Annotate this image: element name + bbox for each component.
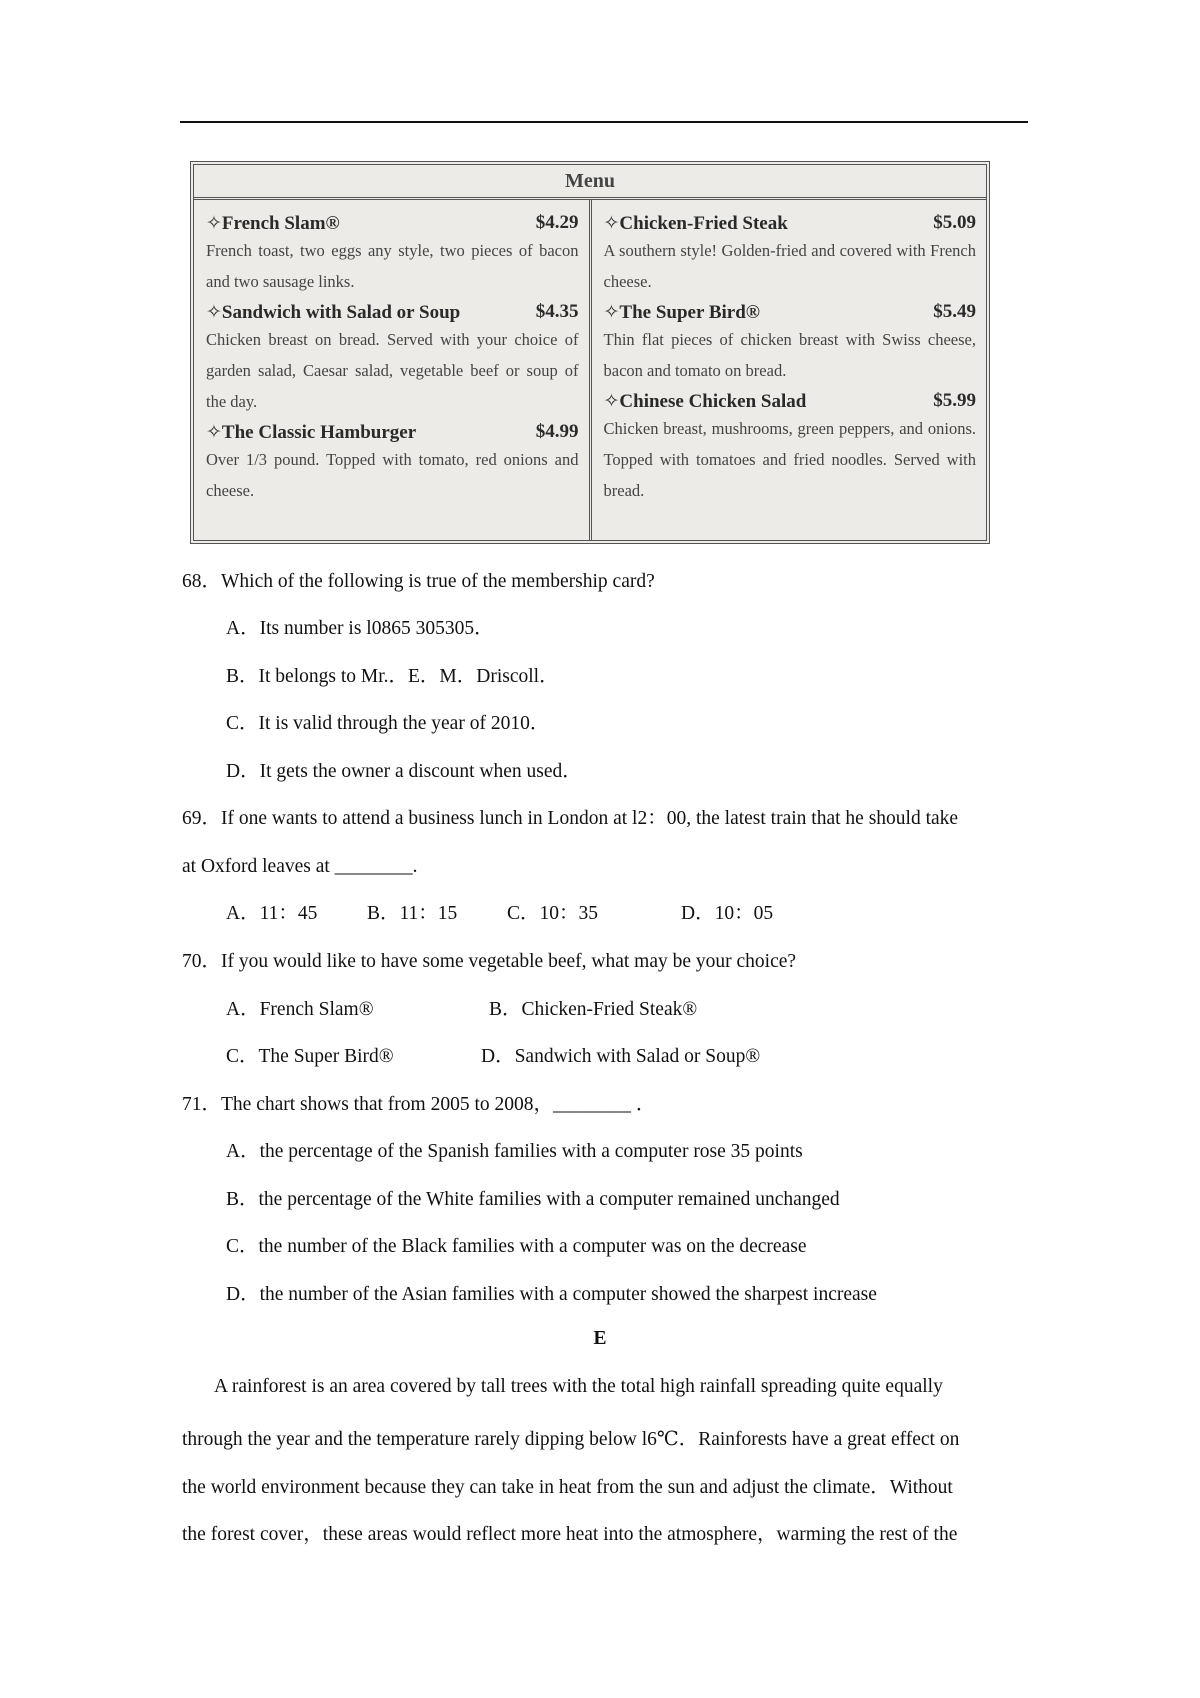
- menu-item-header: [604, 301, 977, 324]
- menu-item-price: $5.09: [933, 212, 976, 233]
- menu-item-description: Chicken breast, mushrooms, green peppers, and onions. Topped with tomatoes and fried noodles. Served with bread.: [603, 419, 976, 500]
- section-e-paragraph-line: through the year and the temperature rarely dipping below l6℃．Rainforests have a great effect on: [182, 1429, 960, 1450]
- section-e-heading: E: [593, 1328, 607, 1349]
- menu-item-name: ✧ Chinese Chicken Salad: [604, 390, 807, 413]
- menu-item-price: $5.99: [933, 390, 976, 411]
- section-e-paragraph-line: the world environment because they can take in heat from the sun and adjust the climate．Without: [182, 1477, 953, 1498]
- question-71-option-d: D．the number of the Asian families with a computer showed the sharpest increase: [226, 1284, 877, 1305]
- menu-item-header: [206, 212, 579, 235]
- menu-item-price: $4.29: [535, 212, 579, 233]
- section-e-paragraph-line: the forest cover，these areas would reflect more heat into the atmosphere，warming the rest of the: [182, 1524, 958, 1545]
- menu-item-name: ✧ French Slam®: [206, 212, 340, 235]
- question-69-option-d: D．10：05: [681, 903, 774, 924]
- menu-image: [190, 161, 990, 544]
- question-71-option-a: A．the percentage of the Spanish families with a computer rose 35 points: [226, 1141, 803, 1162]
- question-69-stem-continued: at Oxford leaves at ________.: [182, 856, 418, 877]
- menu-item-price: $4.99: [535, 421, 579, 442]
- question-68-option-c: C．It is valid through the year of 2010．: [226, 713, 550, 734]
- question-71-option-c: C．the number of the Black families with a computer was on the decrease: [226, 1236, 807, 1257]
- question-69-option-c: C．10：35: [507, 903, 599, 924]
- question-68-option-b: B．It belongs to Mr.．E．M．Driscoll．: [226, 666, 559, 687]
- menu-item-header: [604, 212, 977, 235]
- question-71-option-b: B．the percentage of the White families with a computer remained unchanged: [226, 1189, 840, 1210]
- question-69-option-a: A．11：45: [226, 903, 318, 924]
- question-70-stem: 70．If you would like to have some vegetable beef, what may be your choice?: [182, 951, 797, 972]
- menu-item-description: Chicken breast on bread. Served with your choice of garden salad, Caesar salad, vegetable beef or soup of the day.: [206, 330, 579, 411]
- menu-item-description: Thin flat pieces of chicken breast with Swiss cheese, bacon and tomato on bread.: [603, 330, 976, 380]
- menu-item-description: Over 1/3 pound. Topped with tomato, red onions and cheese.: [206, 450, 579, 500]
- question-70-option-b: B．Chicken-Fried Steak®: [489, 999, 698, 1020]
- menu-item-price: $4.35: [535, 301, 579, 322]
- menu-item-description: A southern style! Golden-fried and covered with French cheese.: [603, 241, 976, 291]
- menu-item-name: ✧ The Super Bird®: [604, 301, 760, 324]
- menu-title: Menu: [194, 165, 986, 200]
- question-69-option-b: B．11：15: [367, 903, 458, 924]
- question-70-option-a: A．French Slam®: [226, 999, 374, 1020]
- menu-item-header: [206, 301, 579, 324]
- section-e-paragraph-line: A rainforest is an area covered by tall trees with the total high rainfall spreading quite equally: [214, 1376, 943, 1397]
- question-70-option-c: C．The Super Bird®: [226, 1046, 394, 1067]
- menu-right-column: [589, 200, 987, 540]
- menu-item-header: [206, 421, 579, 444]
- menu-left-column: [194, 200, 589, 540]
- question-71-stem: 71．The chart shows that from 2005 to 2008，________ ．: [182, 1094, 656, 1115]
- question-70-option-d: D．Sandwich with Salad or Soup®: [481, 1046, 761, 1067]
- question-69-stem: 69．If one wants to attend a business lunch in London at l2：00, the latest train that he should take: [182, 808, 959, 829]
- menu-item-name: ✧ Sandwich with Salad or Soup: [206, 301, 460, 324]
- question-68-option-d: D．It gets the owner a discount when used．: [226, 761, 582, 782]
- menu-item-name: ✧ Chicken-Fried Steak: [604, 212, 788, 235]
- menu-item-description: French toast, two eggs any style, two pieces of bacon and two sausage links.: [206, 241, 579, 291]
- menu-item-header: [604, 390, 977, 413]
- menu-item-name: ✧ The Classic Hamburger: [206, 421, 416, 444]
- question-68-stem: 68．Which of the following is true of the membership card?: [182, 571, 655, 592]
- question-68-option-a: A．Its number is l0865 305305．: [226, 618, 494, 639]
- top-rule: [180, 121, 1028, 123]
- menu-item-price: $5.49: [933, 301, 976, 322]
